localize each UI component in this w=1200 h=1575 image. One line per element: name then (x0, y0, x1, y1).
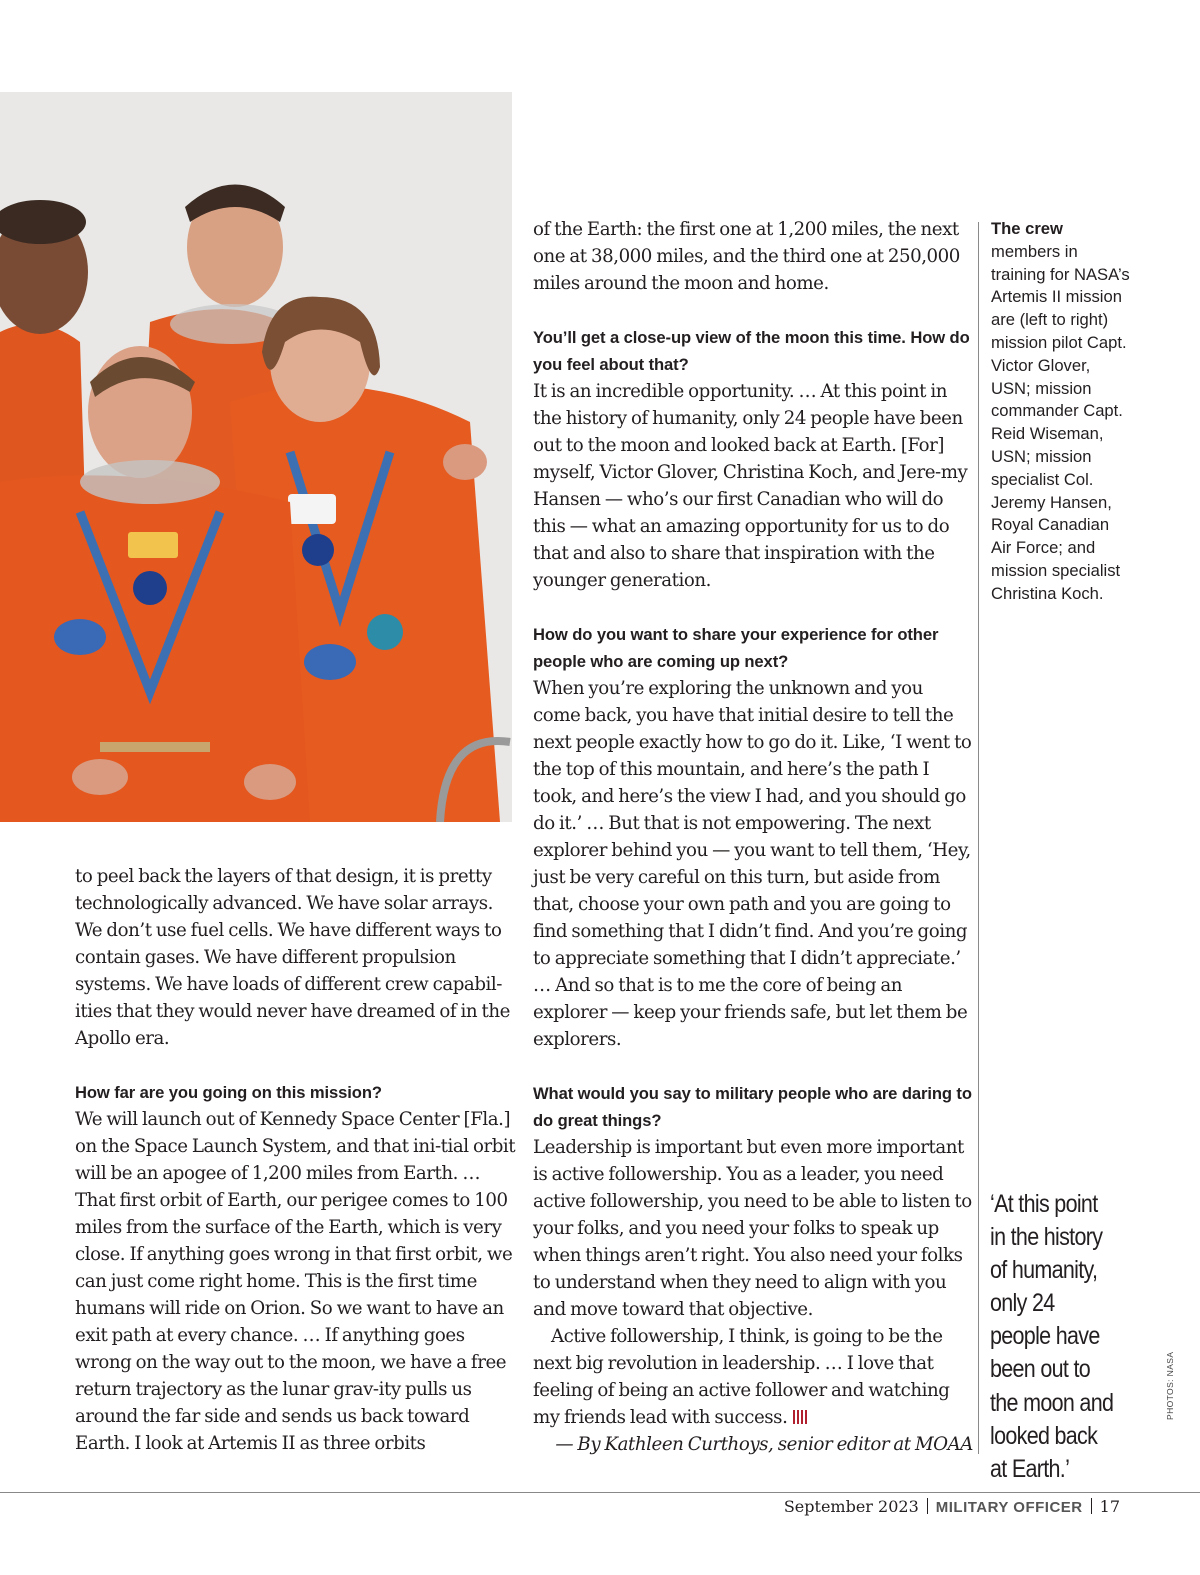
interview-answer: When you’re exploring the unknown and you come back, you have that initial desire to tell the next people exactly how to go do it. Like, ‘I went to the top of this mountain, and here’s the path I took, and here’s the view I had, and you should go do it.’ … But that is not empowering. The next explorer behind you — you want to tell them, ‘Hey, just be very careful on this turn, but aside from that, choose your own path and you are going to find something that I didn’t find. And you’re going to appreciate something that I didn’t appreciate.’ … And so that is to me the core of being an explorer — keep your friends safe, but let them be explorers. (533, 678, 972, 1050)
interview-answer-continued (533, 1323, 973, 1431)
interview-answer: We will launch out of Kennedy Space Center [Fla.] on the Space Launch System, and that ini-tial orbit will be an apogee of 1,200 miles from Earth. … That first orbit of Earth, our perigee comes to 100 miles from the surface of the Earth, which is very close. If anything goes wrong in that first orbit, we can just come right home. This is the first time humans will ride on Orion. So we want to have an exit path at every chance. … If anything goes wrong on the way out to the moon, we have a free return trajectory as the lunar grav-ity pulls us around the far side and sends us back toward Earth. I look at Artemis II as three orbits (75, 1109, 516, 1454)
photo-caption (991, 218, 1131, 606)
photo-credit: PHOTOS: NASA (1165, 1351, 1175, 1420)
answer-text: Active followership, I think, is going to be the next big revolution in leadership. … I love that feeling of being an active follower and watching my friends lead with success. (533, 1326, 950, 1428)
interview-answer: Leadership is important but even more important is active followership. You as a leader, you need active followership, you need to be able to listen to your folks, and you need your folks to speak up when things aren’t right. You also need your folks to understand when they need to align with you and move toward that objective. (533, 1137, 972, 1320)
footer-separator (1091, 1498, 1092, 1514)
interview-question: What would you say to military people who are daring to do great things? (533, 1084, 972, 1130)
magazine-name: MILITARY OFFICER (935, 1499, 1083, 1516)
caption-text: members in training for NASA’s Artemis II mission are (left to right) mission pilot Capt. Victor Glover, USN; mission commander Capt. Reid Wiseman, USN; mission specialist Col. Jeremy Hansen, Royal Canadian Air Force; and mission specialist Christina Koch. (991, 241, 1130, 603)
interview-question: How far are you going on this mission? (75, 1083, 382, 1102)
end-mark-icon (793, 1410, 809, 1424)
body-paragraph: of the Earth: the first one at 1,200 miles, the next one at 38,000 miles, and the third one at 250,000 miles around the moon and home. (533, 219, 960, 294)
interview-question: You’ll get a close-up view of the moon this time. How do you feel about that? (533, 328, 970, 374)
body-paragraph: to peel back the layers of that design, it is pretty technologically advanced. We have solar arrays. We don’t use fuel cells. We have different ways to contain gases. We have different propulsion systems. We have loads of different crew capabil-ities that they would never have dreamed of in the Apollo era. (75, 866, 510, 1049)
caption-lead: The crew (991, 219, 1063, 238)
issue-date: September 2023 (783, 1497, 919, 1516)
interview-question: How do you want to share your experience for other people who are coming up next? (533, 625, 939, 671)
footer-separator (927, 1498, 928, 1514)
interview-answer: It is an incredible opportunity. … At this point in the history of humanity, only 24 people have been out to the moon and looked back at Earth. [For] myself, Victor Glover, Christina Koch, and Jere-my Hansen — who’s our first Canadian who will do this — what an amazing opportunity for us to do that and also to share that inspiration with the younger generation. (533, 381, 968, 591)
footer-rule (0, 1492, 1200, 1493)
crew-photo (0, 92, 512, 822)
crew-photo-illustration (0, 92, 512, 822)
page-footer (784, 1497, 1120, 1516)
byline: — By Kathleen Curthoys, senior editor at MOAA (555, 1434, 973, 1455)
article-column-left (75, 863, 520, 1457)
pull-quote: ‘At this point in the history of humanity, only 24 people have been out to the moon and looked back at Earth.’ (990, 1190, 1114, 1483)
article-column-middle (533, 216, 973, 1458)
page-number: 17 (1099, 1497, 1120, 1516)
sidebar-divider (978, 222, 979, 1454)
